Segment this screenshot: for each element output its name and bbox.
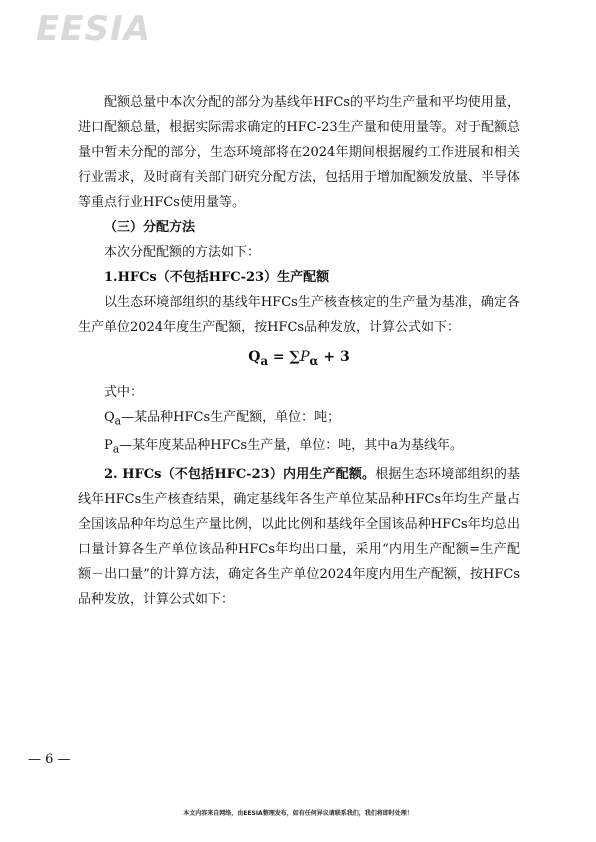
definition-p-text: —某年度某品种HFCs生产量，单位：吨，其中a为基线年。 xyxy=(119,438,463,454)
paragraph-production-basis: 以生态环境部组织的基线年HFCs生产核查核定的生产量为基准，确定各生产单位2024年度生产配额，按HFCs品种发放，计算公式如下： xyxy=(78,295,520,335)
eesia-logo: EESIA xyxy=(36,9,151,49)
formula-constant: + 3 xyxy=(318,349,350,365)
paragraph-quota-total: 配额总量中本次分配的部分为基线年HFCs的平均生产量和平均使用量，进口配额总量，根据实际需求确定的HFC-23生产量和使用量等。对于配额总量中暂未分配的部分，生态环境部将在2024年期间根据履约工作进展和相关行业需求，及时商有关部门研究分配方法，包括用于增加配额发放量、半导体等重点行业HFCs使用量等。 xyxy=(78,95,521,210)
definition-q xyxy=(78,405,520,434)
paragraph-method-intro: 本次分配配额的方法如下： xyxy=(104,245,261,260)
definition-q-var: Q xyxy=(104,409,115,425)
definition-p-var: P xyxy=(104,438,113,454)
footer-disclaimer: 本文内容来自网络，由EESIA整理发布，如有任何异议请联系我们，我们将即时处理！ xyxy=(183,810,413,817)
definition-p xyxy=(78,433,520,462)
formula-q-subscript: a xyxy=(260,353,269,368)
formula-p-subscript: α xyxy=(309,353,319,368)
formula-p: P xyxy=(300,349,310,365)
definition-q-sub: a xyxy=(114,414,122,428)
formula-production-quota xyxy=(78,344,520,374)
definition-p-sub: a xyxy=(112,442,120,456)
domestic-quota-heading: 2. HFCs（不包括HFC-23）内用生产配额。 xyxy=(104,466,376,482)
paragraph-domestic-production-quota xyxy=(78,462,520,612)
definition-q-text: —某品种HFCs生产配额，单位：吨； xyxy=(121,409,341,425)
formula-sum: = ∑ xyxy=(268,349,301,365)
subheading-production-quota: 1.HFCs（不包括HFC-23）生产配额 xyxy=(104,270,330,285)
paragraph-where: 式中： xyxy=(104,384,144,400)
page-number: — 6 — xyxy=(28,752,71,767)
domestic-quota-text: 根据生态环境部组织的基线年HFCs生产核查结果，确定基线年各生产单位某品种HFCs年均生产量占全国该品种年均总生产量比例，以此比例和基线年全国该品种HFCs年均总出口量计算各生产单位该品种HFCs年均出口量，采用“内用生产配额=生产配额－出口量”的计算方法，确定各生产单位2024年度内用生产配额，按HFCs品种发放，计算公式如下： xyxy=(78,466,520,607)
formula-q: Q xyxy=(248,349,261,365)
document-body xyxy=(78,90,520,612)
section-heading-allocation-method: （三）分配方法 xyxy=(104,220,196,235)
